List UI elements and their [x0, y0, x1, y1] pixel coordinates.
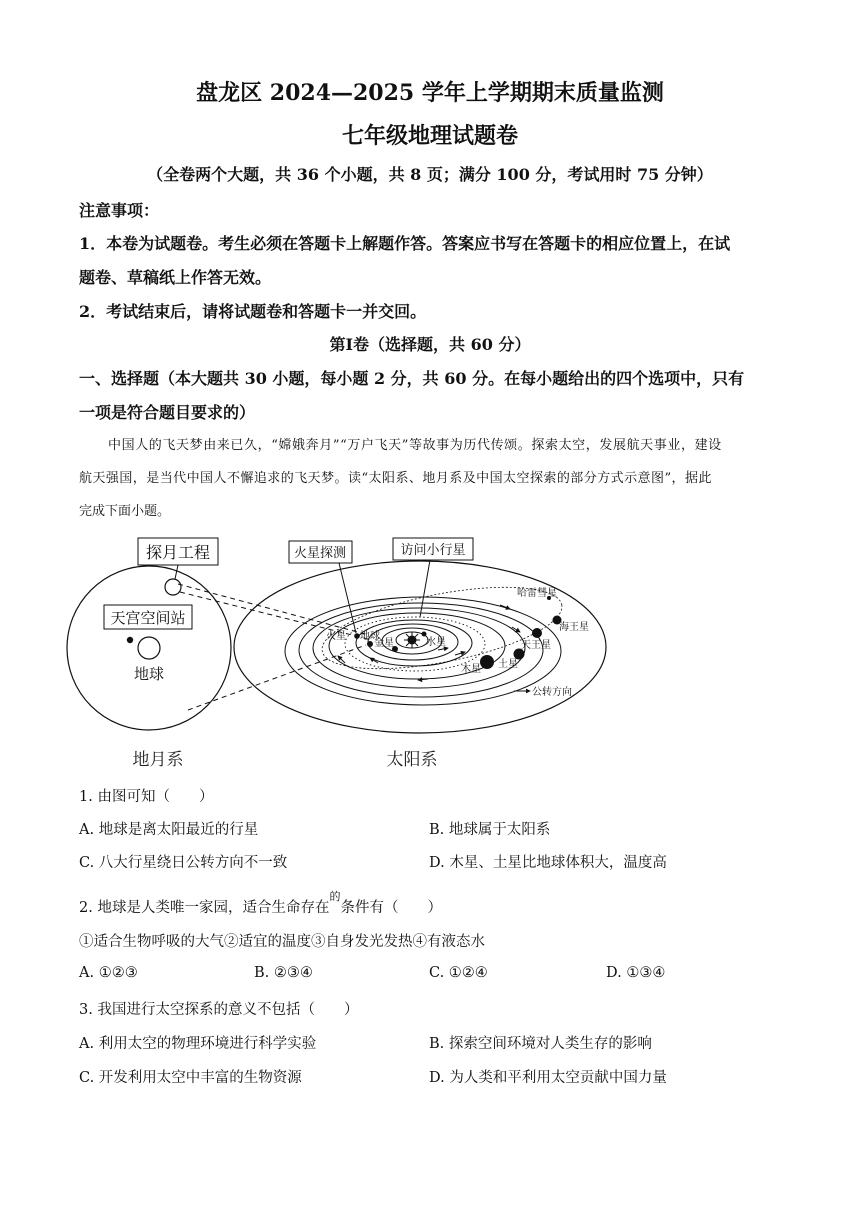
question-2-stem-sup: 的 — [329, 890, 341, 903]
question-3-option-d: D. 为人类和平利用太空贡献中国力量 — [429, 1070, 667, 1086]
halley-label: 哈雷彗星 — [517, 588, 557, 599]
uranus — [532, 628, 542, 638]
mars-probe-label: 火星探测 — [293, 546, 347, 561]
question-2-stem — [79, 890, 442, 917]
space-station-label: 天宫空间站 — [110, 609, 186, 627]
exam-title: 盘龙区 2024—2025 学年上学期期末质量监测 — [196, 80, 664, 106]
earth-moon-caption: 地月系 — [132, 750, 184, 770]
question-3-stem: 3. 我国进行太空探系的意义不包括（ ） — [79, 1002, 359, 1018]
uranus-label: 天王星 — [521, 640, 551, 651]
question-2-option-a: A. ①②③ — [79, 965, 138, 981]
venus-label: 金星 — [374, 638, 394, 649]
question-2-stem-before: 2. 地球是人类唯一家园，适合生命存在 — [79, 899, 330, 916]
jupiter — [480, 655, 494, 669]
question-1-stem: 1. 由图可知（ ） — [79, 789, 214, 805]
lunar-project-label: 探月工程 — [145, 543, 211, 562]
question-1-option-a: A. 地球是离太阳最近的行星 — [79, 822, 259, 838]
mars — [354, 633, 360, 639]
exam-info: （全卷两个大题，共 36 个小题，共 8 页；满分 100 分，考试用时 75 分钟） — [147, 165, 713, 184]
question-2-option-b: B. ②③④ — [254, 965, 313, 981]
passage-line2: 航天强国，是当代中国人不懈追求的飞天梦。读“太阳系、地月系及中国太空探索的部分方式示意图”，据此 — [79, 471, 712, 486]
moon — [165, 579, 181, 595]
question-3-option-a: A. 利用太空的物理环境进行科学实验 — [79, 1036, 317, 1052]
passage-line1: 中国人的飞天梦由来已久，“嫦娥奔月”“万户飞天”等故事为历代传颂。探索太空，发展航天事业，建设 — [108, 438, 722, 453]
question-2-stem-after: 条件有（ ） — [340, 899, 442, 916]
volume-heading: 第Ⅰ卷（选择题，共 60 分） — [329, 335, 531, 354]
asteroid-label: 访问小行星 — [400, 543, 466, 558]
revolution-label: 公转方向 — [532, 687, 572, 698]
mercury — [422, 632, 427, 637]
space-station-dot — [127, 637, 133, 643]
saturn-label: 土星 — [498, 659, 518, 670]
question-3-option-c: C. 开发利用太空中丰富的生物资源 — [79, 1070, 302, 1086]
neptune-label: 海王星 — [559, 622, 589, 633]
mercury-label: 水星 — [426, 637, 446, 648]
notice-item-1-line1: 1．本卷为试题卷。考生必须在答题卡上解题作答。答案应书写在答题卡的相应位置上，在试 — [79, 234, 731, 253]
jupiter-label: 木星 — [461, 664, 481, 675]
question-1-option-d: D. 木星、土星比地球体积大，温度高 — [429, 855, 667, 871]
exam-subtitle: 七年级地理试题卷 — [341, 123, 518, 149]
earth-big-label: 地球 — [133, 665, 165, 683]
notice-item-2: 2．考试结束后，请将试题卷和答题卡一并交回。 — [79, 302, 427, 321]
question-1-option-c: C. 八大行星绕日公转方向不一致 — [79, 855, 288, 871]
section-heading-line1: 一、选择题（本大题共 30 小题，每小题 2 分，共 60 分。在每小题给出的四个选项中，只有 — [79, 369, 745, 388]
mars-label: 火星 — [326, 631, 346, 642]
section-heading-line2: 一项是符合题目要求的） — [79, 403, 256, 422]
notice-heading: 注意事项： — [79, 201, 160, 220]
solar-system-caption: 太阳系 — [386, 750, 438, 770]
earth-label: 地球 — [360, 631, 380, 642]
question-2-conditions: ①适合生物呼吸的大气②适宜的温度③自身发光发热④有液态水 — [79, 934, 485, 950]
notice-item-1-line2: 题卷、草稿纸上作答无效。 — [79, 268, 272, 287]
solar-system-figure — [0, 525, 860, 775]
question-2-option-d: D. ①③④ — [606, 965, 666, 981]
earth-circle — [138, 637, 160, 659]
question-3-option-b: B. 探索空间环境对人类生存的影响 — [429, 1036, 652, 1052]
question-1-option-b: B. 地球属于太阳系 — [429, 822, 551, 838]
question-2-option-c: C. ①②④ — [429, 965, 488, 981]
passage-line3: 完成下面小题。 — [79, 504, 171, 519]
